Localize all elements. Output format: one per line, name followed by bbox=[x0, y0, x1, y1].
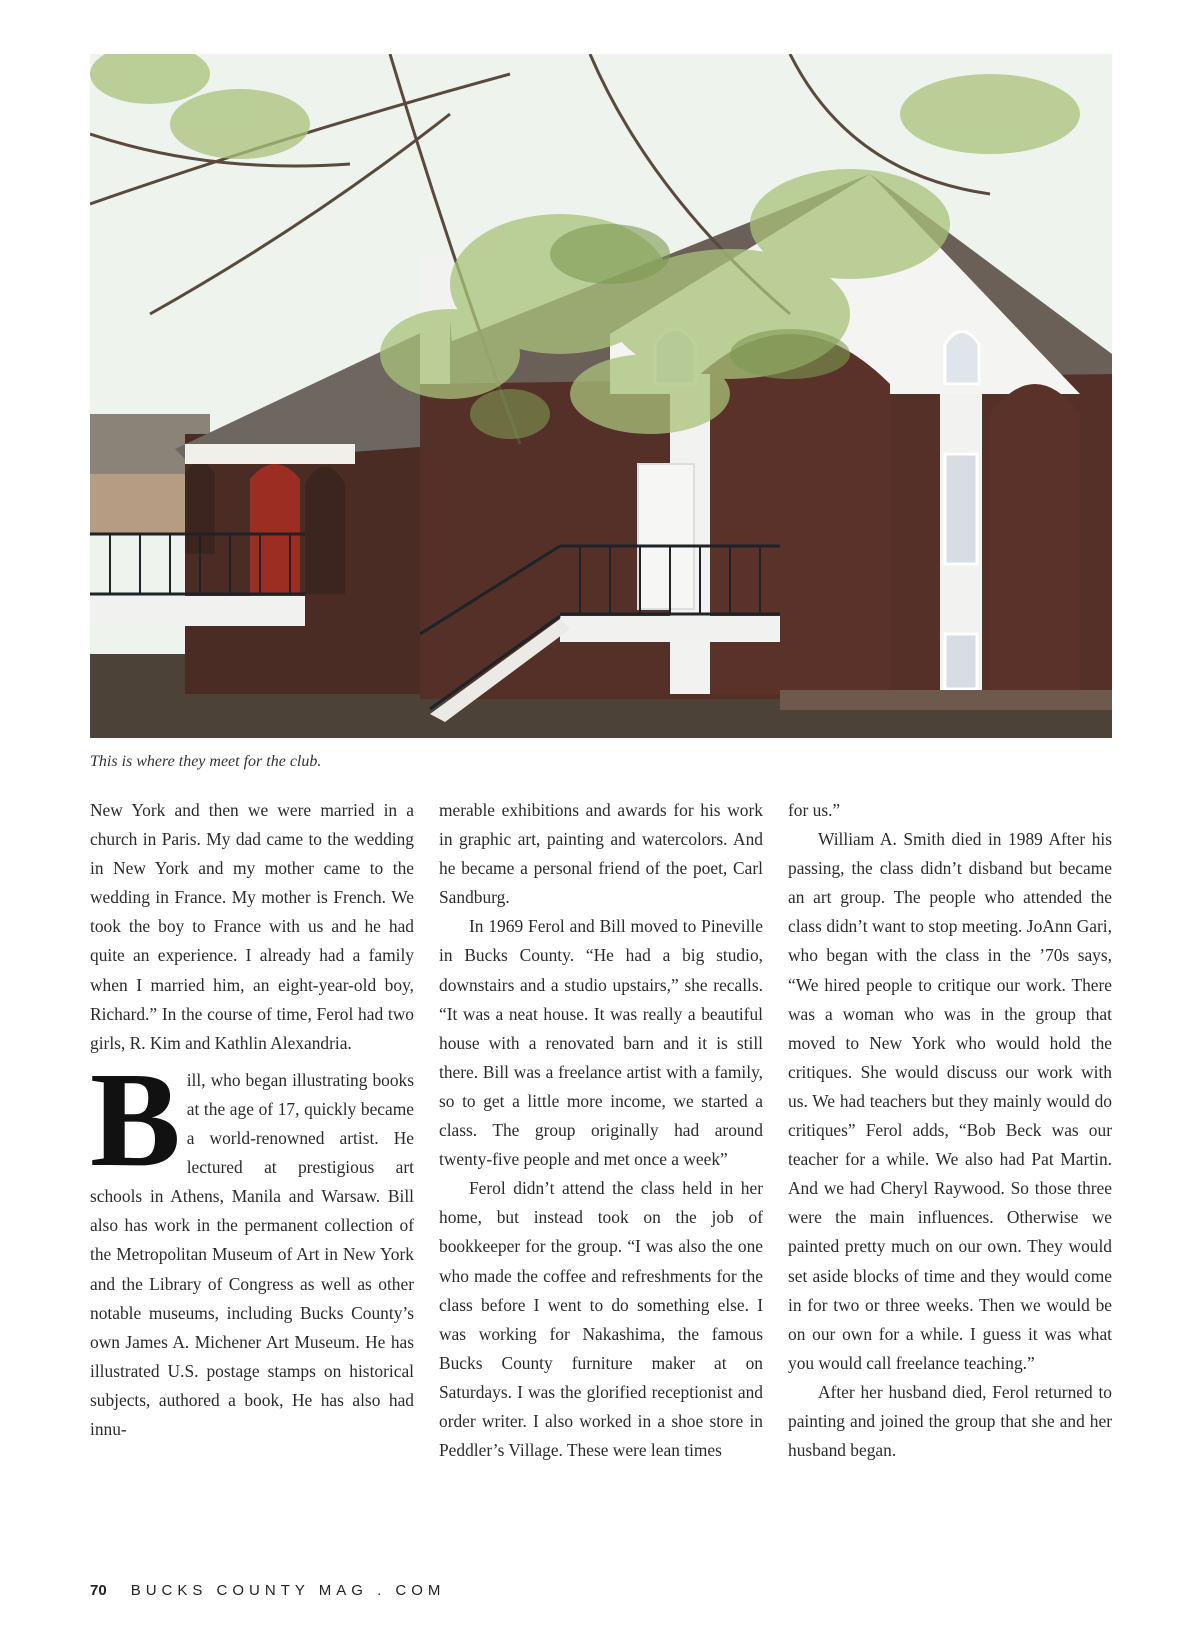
paragraph-text: ill, who began illustrating books at the age of 17, quickly became a world-renowned artist. He lectured at prestigious art schools in Athens, Manila and Warsaw. Bill also has work in the permanent collection of the Metropolitan Museum of Art in New York and the Library of Congress as well as other notable museums, including Bucks County’s own James A. Michener Art Museum. He has illustrated U.S. postage stamps on historical subjects, authored a book, He has also had innu- bbox=[90, 1069, 414, 1439]
article-column-3 bbox=[788, 796, 1112, 1465]
photo-caption: This is where they meet for the club. bbox=[90, 753, 322, 770]
paragraph: merable exhibitions and awards for his work in graphic art, painting and watercolors. And he became a personal friend of the poet, Carl Sandburg. bbox=[439, 800, 763, 908]
article-column-1 bbox=[90, 796, 414, 1444]
paragraph: William A. Smith died in 1989 After his passing, the class didn’t disband but became an art group. The people who attended the class didn’t want to stop meeting. JoAnn Gari, who began with the class in the ’70s says, “We hired people to critique our work. There was a woman who was in the group that moved to New York who would hold the critiques. She would discuss our work with us. We had teachers but they mainly would do critiques” Ferol adds, “Bob Beck was our teacher for a while. We also had Pat Martin. And we had Cheryl Raywood. So those three were the main influences. Otherwise we painted pretty much on our own. They would set aside blocks of time and they would come in for two or three weeks. Then we would be on our own for a while. I guess it was what you would call freelance teaching.” bbox=[788, 829, 1112, 1373]
article-column-2 bbox=[439, 796, 763, 1465]
paragraph: for us.” bbox=[788, 800, 841, 820]
page-footer bbox=[90, 1582, 445, 1599]
page-number: 70 bbox=[90, 1582, 107, 1599]
article-photo bbox=[90, 54, 1112, 738]
dropcap-paragraph bbox=[90, 1044, 414, 1444]
drop-cap: B bbox=[90, 1044, 181, 1195]
building-photo-illustration bbox=[90, 54, 1112, 738]
site-name: BUCKS COUNTY MAG . COM bbox=[130, 1582, 446, 1599]
paragraph: After her husband died, Ferol returned to painting and joined the group that she and her husband began. bbox=[788, 1381, 1112, 1461]
paragraph: New York and then we were married in a church in Paris. My dad came to the wedding in New York and my mother came to the wedding in France. My mother is French. We took the boy to France with us and he had quite an experience. I already had a family when I married him, an eight-year-old boy, Richard.” In the course of time, Ferol had two girls, R. Kim and Kathlin Alexandria. bbox=[90, 800, 414, 1053]
paragraph: In 1969 Ferol and Bill moved to Pineville in Bucks County. “He had a big studio, downstairs and a studio upstairs,” she recalls. “It was a neat house. It was really a beautiful house with a renovated barn and it is still there. Bill was a freelance artist with a family, so to get a little more income, we started a class. The group originally had around twenty-five people and met once a week” bbox=[439, 916, 763, 1170]
paragraph: Ferol didn’t attend the class held in her home, but instead took on the job of bookkeeper for the group. “I was also the one who made the coffee and refreshments for the class before I went to do something else. I was working for Nakashima, the famous Bucks County furniture maker at on Saturdays. I was the glorified receptionist and order writer. I also worked in a shoe store in Peddler’s Village. These were lean times bbox=[439, 1178, 763, 1461]
